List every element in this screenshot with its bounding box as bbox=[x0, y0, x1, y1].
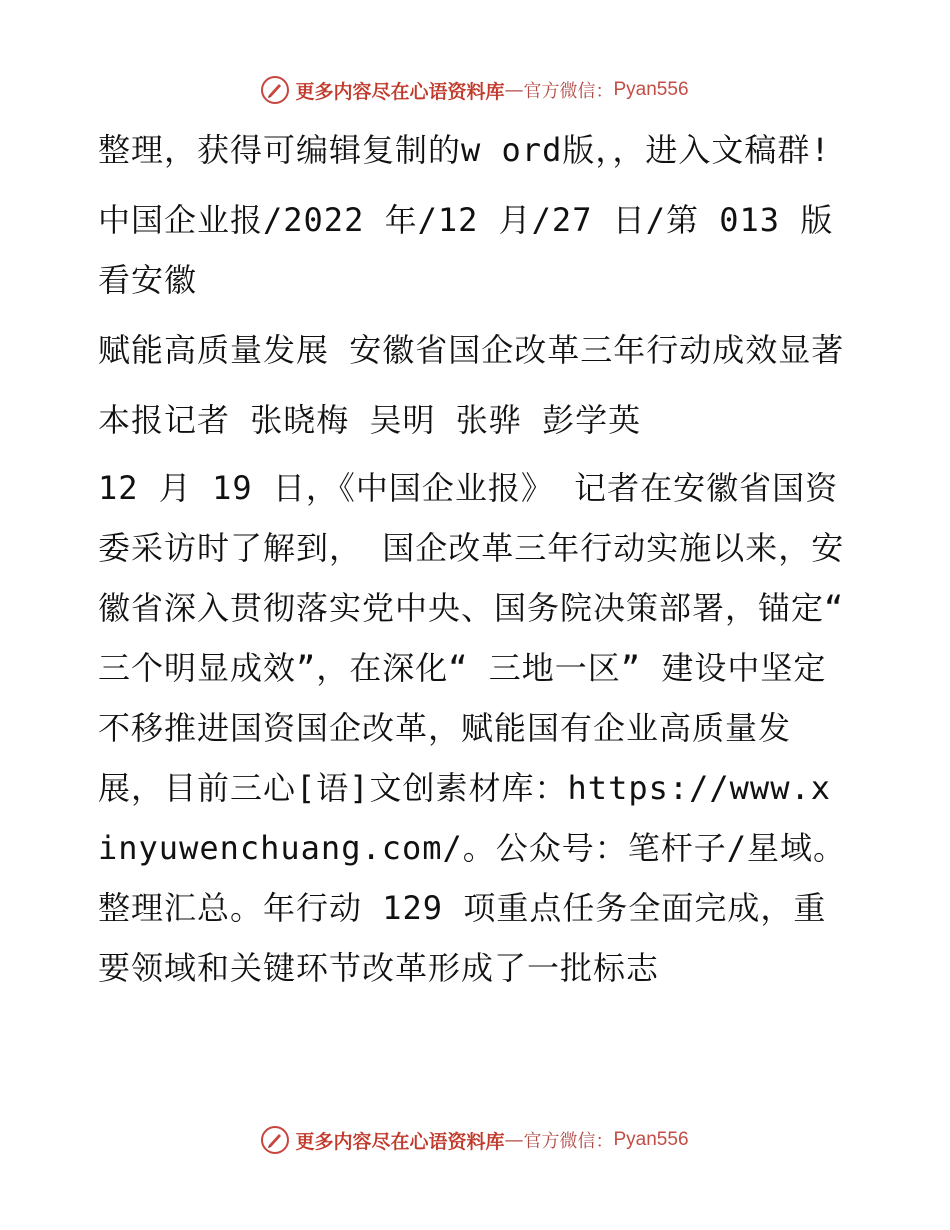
banner-title: 更多内容尽在心语资料库 bbox=[295, 1130, 505, 1153]
paragraph-body: 12 月 19 日，《中国企业报》 记者在安徽省国资委采访时了解到， 国企改革三年行动实施以来，安徽省深入贯彻落实党中央、国务院决策部署，锚定“ 三个明显成效”，在深化“ 三地一区” 建设中坚定不移推进国资国企改革，赋能国有企业高质量发展，目前三心[语]文创素材库：https://www.xinyuwenchuang.com/。公众号：笔杆子/星域。整理汇总。年行动 129 项重点任务全面完成，重要领域和关键环节改革形成了一批标志 bbox=[98, 469, 847, 987]
banner-wechat-id: Pyan556 bbox=[613, 1129, 689, 1150]
footer-banner bbox=[0, 1120, 950, 1160]
banner-wechat-label: 官方微信： bbox=[523, 81, 614, 102]
logo-icon bbox=[261, 76, 289, 104]
banner-separator: — bbox=[504, 1129, 524, 1151]
banner-wechat-id: Pyan556 bbox=[613, 79, 689, 100]
paragraph-intro: 整理，获得可编辑复制的w ord版，，进入文稿群! bbox=[98, 131, 831, 169]
banner-wechat-label: 官方微信： bbox=[523, 1131, 614, 1152]
banner-separator: — bbox=[504, 79, 524, 101]
header-banner bbox=[0, 70, 950, 110]
document-body bbox=[98, 120, 850, 1008]
paragraph-source: 中国企业报/2022 年/12 月/27 日/第 013 版看安徽 bbox=[98, 201, 834, 299]
paragraph-headline: 赋能高质量发展 安徽省国企改革三年行动成效显著 bbox=[98, 331, 845, 369]
banner-title: 更多内容尽在心语资料库 bbox=[295, 80, 505, 103]
logo-icon bbox=[261, 1126, 289, 1154]
paragraph-byline: 本报记者 张晓梅 吴明 张骅 彭学英 bbox=[98, 401, 642, 439]
